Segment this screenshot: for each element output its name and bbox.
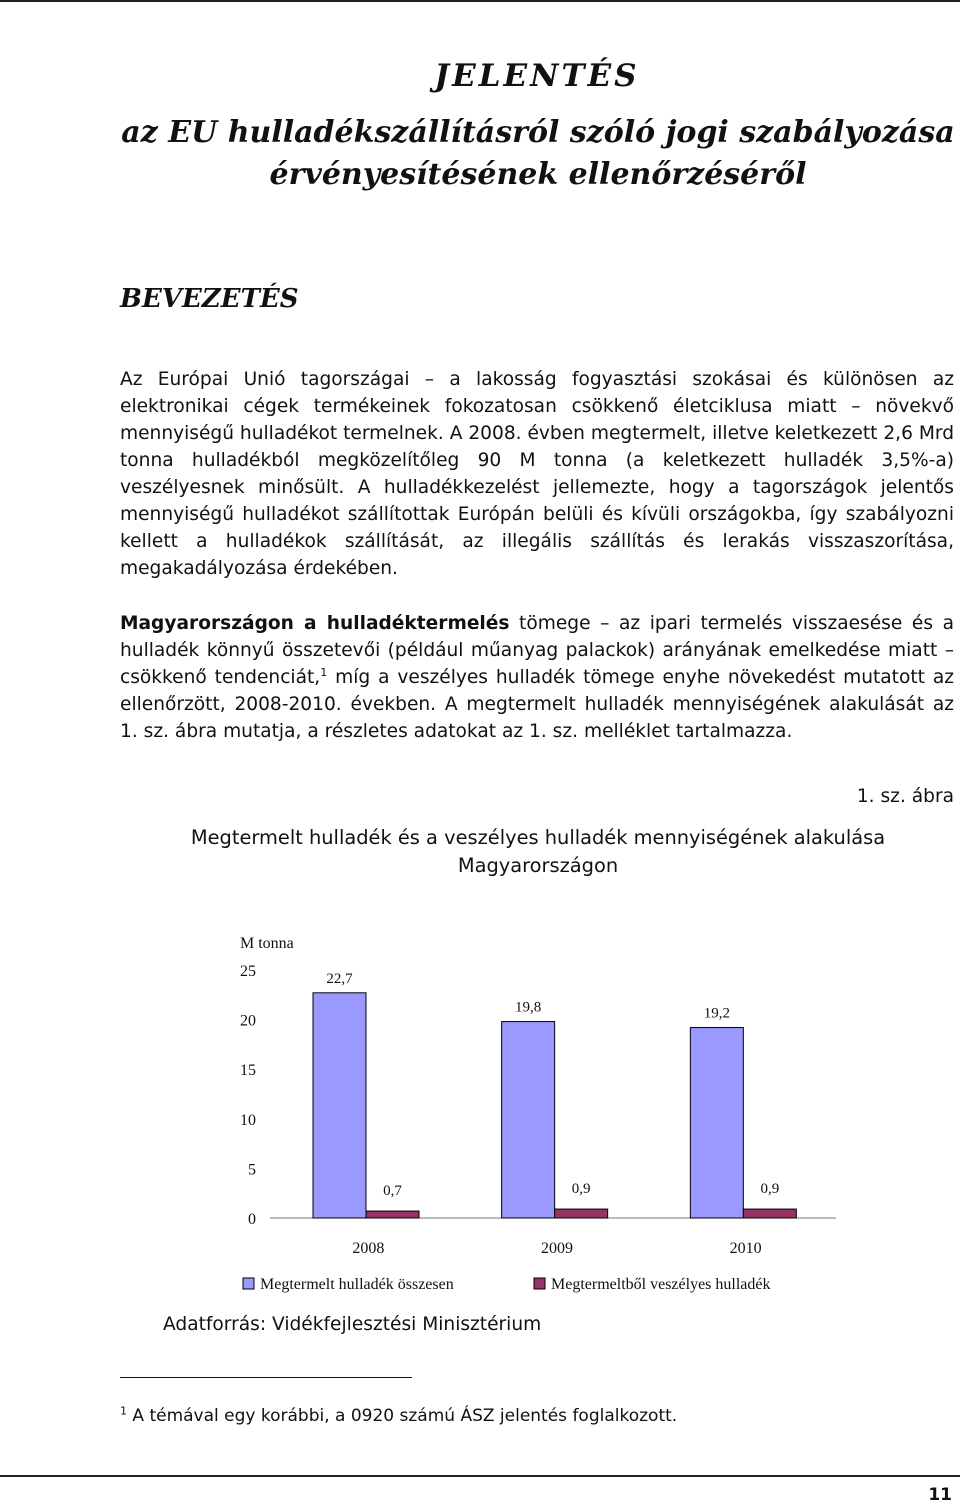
intro-paragraph: Az Európai Unió tagországai – a lakosság fogyasztási szokásai és különösen az elektronikai cégek termékeinek fokozatosan csökkenő életciklusa miatt – növekvő mennyiségű hulladékot termelnek. A 2008. évben megtermelt, illetve keletkezett 2,6 Mrd tonna hulladékból megközelítőleg 90 M tonna (a keletkezett hulladék 3,5%-a) veszélyesnek minősült. A hulladékkezelést jellemezte, hogy a tagországok jelentős mennyiségű hulladékot szállítottak Európán belüli és kívüli országokba, így szabályozni kellett a hulladékok szállítását, az illegális szállítás és lerakás visszaszorítása, megakadályozása érdekében. xyxy=(120,369,954,579)
legend-swatch xyxy=(534,1278,545,1289)
y-axis-label: M tonna xyxy=(240,935,294,952)
footnote-ref: 1 xyxy=(320,665,328,679)
bar-series2 xyxy=(366,1211,419,1218)
page-number: 11 xyxy=(928,1485,952,1505)
y-tick-label: 25 xyxy=(240,963,256,980)
data-label: 0,7 xyxy=(383,1183,402,1200)
header-rule xyxy=(0,0,960,2)
y-tick-label: 20 xyxy=(240,1012,256,1030)
y-tick-label: 10 xyxy=(240,1111,256,1129)
x-tick-label: 2010 xyxy=(729,1240,762,1257)
bar-series1 xyxy=(502,1022,555,1218)
paragraph-text-cont: míg a veszélyes hulladék tömege enyhe növekedést mutatott az ellenőrzött, 2008-2010. években. A megtermelt hulladék mennyiségének alakulását az 1. sz. ábra mutatja, a részletes adatokat az 1. sz. melléklet tartalmazza. xyxy=(120,667,954,742)
bar-series1 xyxy=(313,993,366,1218)
figure-title-line2: Magyarországon xyxy=(457,854,619,877)
figure-title-line1: Megtermelt hulladék és a veszélyes hulladék mennyiségének alakulása xyxy=(190,826,886,849)
report-title: JELENTÉS xyxy=(434,58,640,94)
figure-title xyxy=(120,824,956,880)
footnote xyxy=(120,1406,677,1426)
x-tick-label: 2009 xyxy=(541,1240,573,1257)
bar-series1 xyxy=(690,1028,743,1218)
legend-label: Megtermelt hulladék összesen xyxy=(260,1276,454,1293)
data-label: 0,9 xyxy=(571,1181,591,1198)
data-label: 19,8 xyxy=(515,999,542,1016)
report-subtitle: az EU hulladékszállításról szóló jogi szabályozása érvényesítésének ellenőrzéséről xyxy=(121,115,955,192)
hungary-paragraph xyxy=(120,610,954,745)
data-label: 0,9 xyxy=(760,1181,780,1198)
paragraph-text: tömege – az ipari termelés visszaesése és a hulladék könnyű összetevői (például műanyag palackok) arányának emelkedése miatt – csökkenő tendenciát, xyxy=(120,613,954,688)
data-label: 22,7 xyxy=(326,970,353,987)
legend-swatch xyxy=(243,1278,254,1289)
figure-number: 1. sz. ábra xyxy=(856,786,954,807)
bar-series2 xyxy=(555,1209,608,1218)
bar-series2 xyxy=(743,1209,796,1218)
footnote-text: A témával egy korábbi, a 0920 számú ÁSZ jelentés foglalkozott. xyxy=(132,1406,678,1426)
y-tick-label: 5 xyxy=(248,1161,256,1179)
data-label: 19,2 xyxy=(703,1005,730,1022)
section-heading: BEVEZETÉS xyxy=(120,284,299,314)
x-tick-label: 2008 xyxy=(352,1240,385,1257)
footnote-rule xyxy=(120,1377,412,1378)
figure-source: Adatforrás: Vidékfejlesztési Minisztérium xyxy=(163,1314,542,1335)
y-tick-label: 0 xyxy=(248,1211,256,1228)
footer-rule xyxy=(0,1475,960,1477)
y-tick-label: 15 xyxy=(240,1062,256,1080)
legend-label: Megtermeltből veszélyes hulladék xyxy=(551,1276,771,1293)
footnote-mark: 1 xyxy=(120,1404,127,1418)
bar-chart xyxy=(200,922,880,1307)
paragraph-lead: Magyarországon a hulladéktermelés xyxy=(120,613,510,634)
